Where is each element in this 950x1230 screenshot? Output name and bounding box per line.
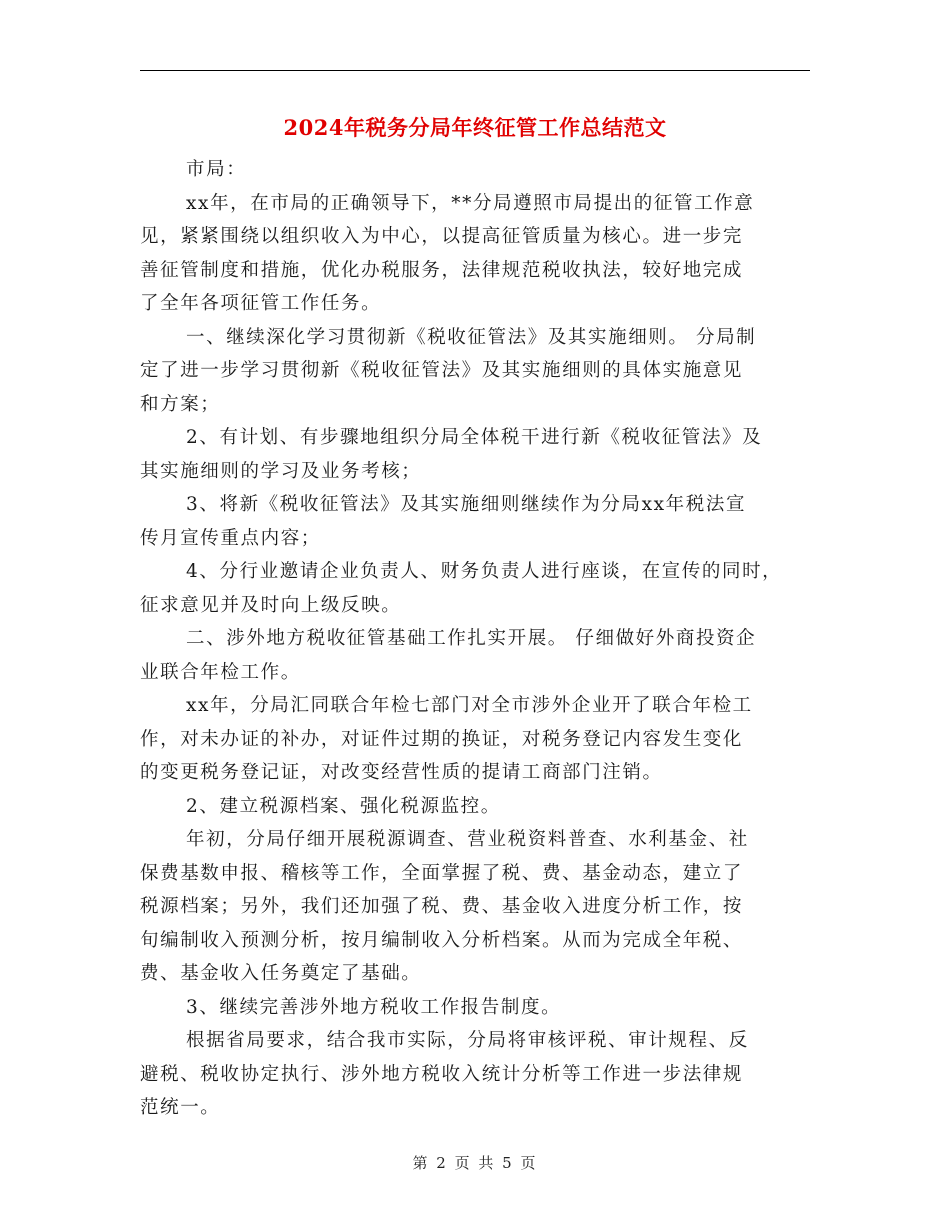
text-line: 年初，分局仔细开展税源调查、营业税资料普查、水利基金、社	[186, 829, 749, 850]
header-rule	[140, 70, 810, 71]
text-line: 的变更税务登记证，对改变经营性质的提请工商部门注销。	[140, 762, 663, 783]
text-line: 根据省局要求，结合我市实际，分局将审核评税、审计规程、反	[186, 1030, 749, 1051]
text-line: 2、建立税源档案、强化税源监控。	[186, 795, 501, 817]
text-line: 税源档案；另外，我们还加强了税、费、基金收入进度分析工作，按	[140, 896, 744, 917]
text-line: 和方案；	[140, 393, 221, 415]
page-footer: 第 2 页 共 5 页	[412, 1154, 538, 1172]
text-line: 4、分行业邀请企业负责人、财务负责人进行座谈，在宣传的同时，	[186, 561, 783, 582]
text-line: 避税、税收协定执行、涉外地方税收入统计分析等工作进一步法律规	[140, 1063, 744, 1085]
text-line: 旬编制收入预测分析，按月编制收入分析档案。从而为完成全年税、	[140, 929, 744, 951]
text-line: 二、涉外地方税收征管基础工作扎实开展。 仔细做好外商投资企	[186, 628, 757, 649]
text-line: 其实施细则的学习及业务考核；	[140, 460, 422, 482]
text-line: 征求意见并及时向上级反映。	[140, 594, 402, 616]
text-line: 保费基数申报、稽核等工作，全面掌握了税、费、基金动态，建立了	[140, 862, 744, 884]
text-line: xx年，在市局的正确领导下，**分局遵照市局提出的征管工作意	[186, 192, 755, 214]
text-line: 2、有计划、有步骤地组织分局全体税干进行新《税收征管法》及	[186, 427, 763, 448]
text-line: xx年，分局汇同联合年检七部门对全市涉外企业开了联合年检工	[186, 695, 753, 716]
text-line: 市局：	[186, 159, 247, 180]
text-line: 传月宣传重点内容；	[140, 527, 321, 549]
text-line: 作，对未办证的补办，对证件过期的换证，对税务登记内容发生变化	[140, 728, 744, 750]
text-line: 费、基金收入任务奠定了基础。	[140, 963, 422, 984]
document-title: 2024年税务分局年终征管工作总结范文	[283, 115, 667, 140]
text-line: 见，紧紧围绕以组织收入为中心，以提高征管质量为核心。进一步完	[140, 226, 744, 247]
text-line: 善征管制度和措施，优化办税服务，法律规范税收执法，较好地完成	[140, 259, 744, 281]
text-line: 3、继续完善涉外地方税收工作报告制度。	[186, 996, 562, 1018]
text-line: 范统一。	[140, 1097, 221, 1118]
text-line: 定了进一步学习贯彻新《税收征管法》及其实施细则的具体实施意见	[140, 360, 744, 381]
document-body	[140, 153, 812, 1125]
text-line: 业联合年检工作。	[140, 661, 301, 683]
text-line: 3、将新《税收征管法》及其实施细则继续作为分局xx年税法宣	[186, 494, 747, 515]
text-line: 一、继续深化学习贯彻新《税收征管法》及其实施细则。 分局制	[186, 326, 757, 348]
text-line: 了全年各项征管工作任务。	[140, 293, 382, 314]
